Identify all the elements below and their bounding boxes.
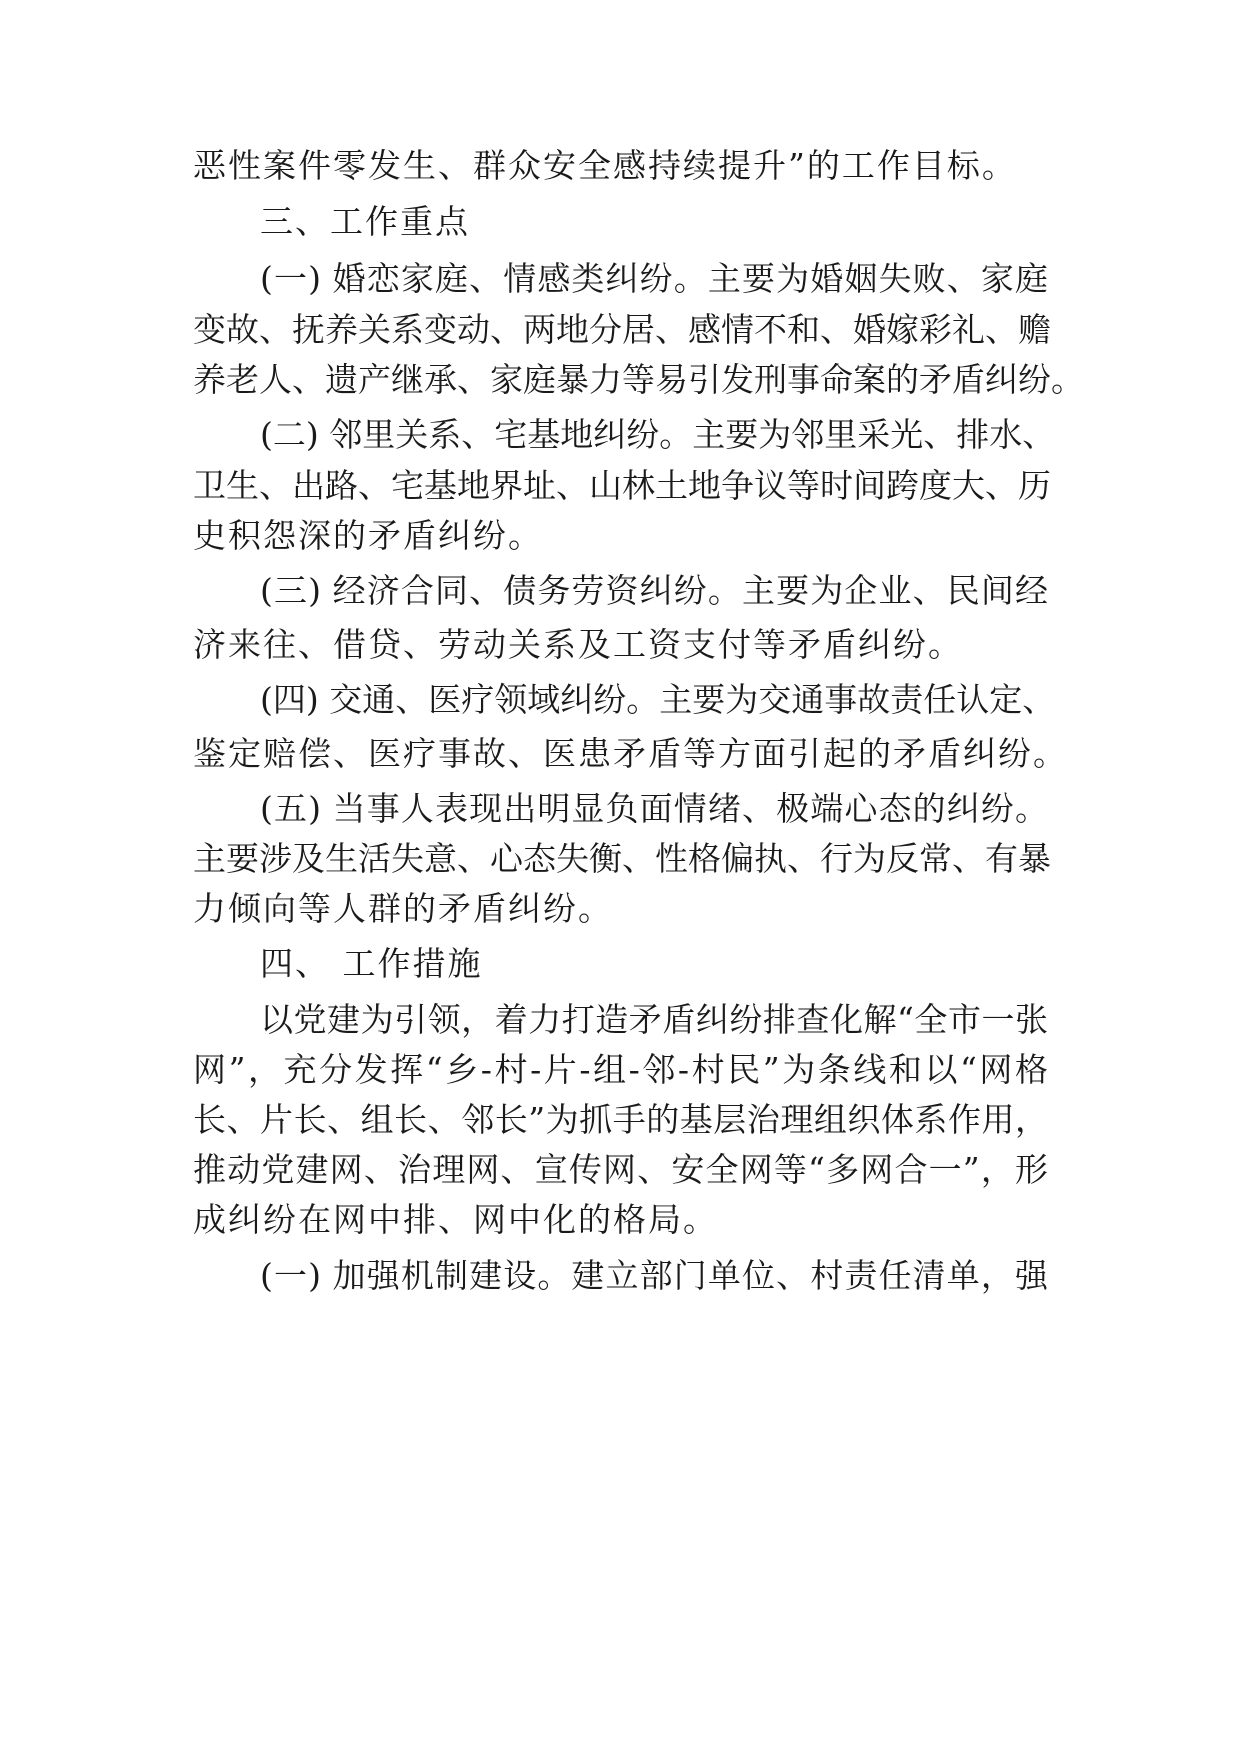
section-heading: 三、工作重点 [260, 202, 470, 241]
text-line: 卫生、出路、宅基地界址、山林土地争议等时间跨度大、历 [193, 466, 1051, 505]
text-line: (三) 经济合同、债务劳资纠纷。主要为企业、民间经 [260, 571, 1048, 610]
text-line: 变故、抚养关系变动、两地分居、感情不和、婚嫁彩礼、赡 [193, 310, 1051, 349]
text-line: 史积怨深的矛盾纠纷。 [193, 516, 543, 555]
text-line: 网”，充分发挥“乡-村-片-组-邻-村民”为条线和以“网格 [193, 1050, 1048, 1089]
text-line: 成纠纷在网中排、网中化的格局。 [193, 1200, 718, 1239]
text-line: 以党建为引领，着力打造矛盾纠纷排查化解“全市一张 [260, 1000, 1048, 1039]
text-line: 恶性案件零发生、群众安全感持续提升”的工作目标。 [193, 146, 1017, 185]
text-line: 鉴定赔偿、医疗事故、医患矛盾等方面引起的矛盾纠纷。 [193, 734, 1068, 773]
text-line: 力倾向等人群的矛盾纠纷。 [193, 889, 613, 928]
text-line: 养老人、遗产继承、家庭暴力等易引发刑事命案的矛盾纠纷。 [193, 360, 1084, 399]
section-heading: 四、 工作措施 [260, 944, 483, 983]
text-line: (四) 交通、医疗领域纠纷。主要为交通事故责任认定、 [260, 680, 1056, 719]
text-line: 济来往、借贷、劳动关系及工资支付等矛盾纠纷。 [193, 625, 963, 664]
text-line: 长、片长、组长、邻长”为抓手的基层治理组织体系作用， [193, 1100, 1048, 1139]
text-line: (二) 邻里关系、宅基地纠纷。主要为邻里采光、排水、 [260, 415, 1056, 454]
text-line: (一) 婚恋家庭、情感类纠纷。主要为婚姻失败、家庭 [260, 259, 1048, 298]
text-line: 推动党建网、治理网、宣传网、安全网等“多网合一”，形 [193, 1150, 1048, 1189]
text-line: (五) 当事人表现出明显负面情绪、极端心态的纠纷。 [260, 789, 1048, 828]
text-line: (一) 加强机制建设。建立部门单位、村责任清单，强 [260, 1256, 1048, 1295]
text-line: 主要涉及生活失意、心态失衡、性格偏执、行为反常、有暴 [193, 839, 1051, 878]
